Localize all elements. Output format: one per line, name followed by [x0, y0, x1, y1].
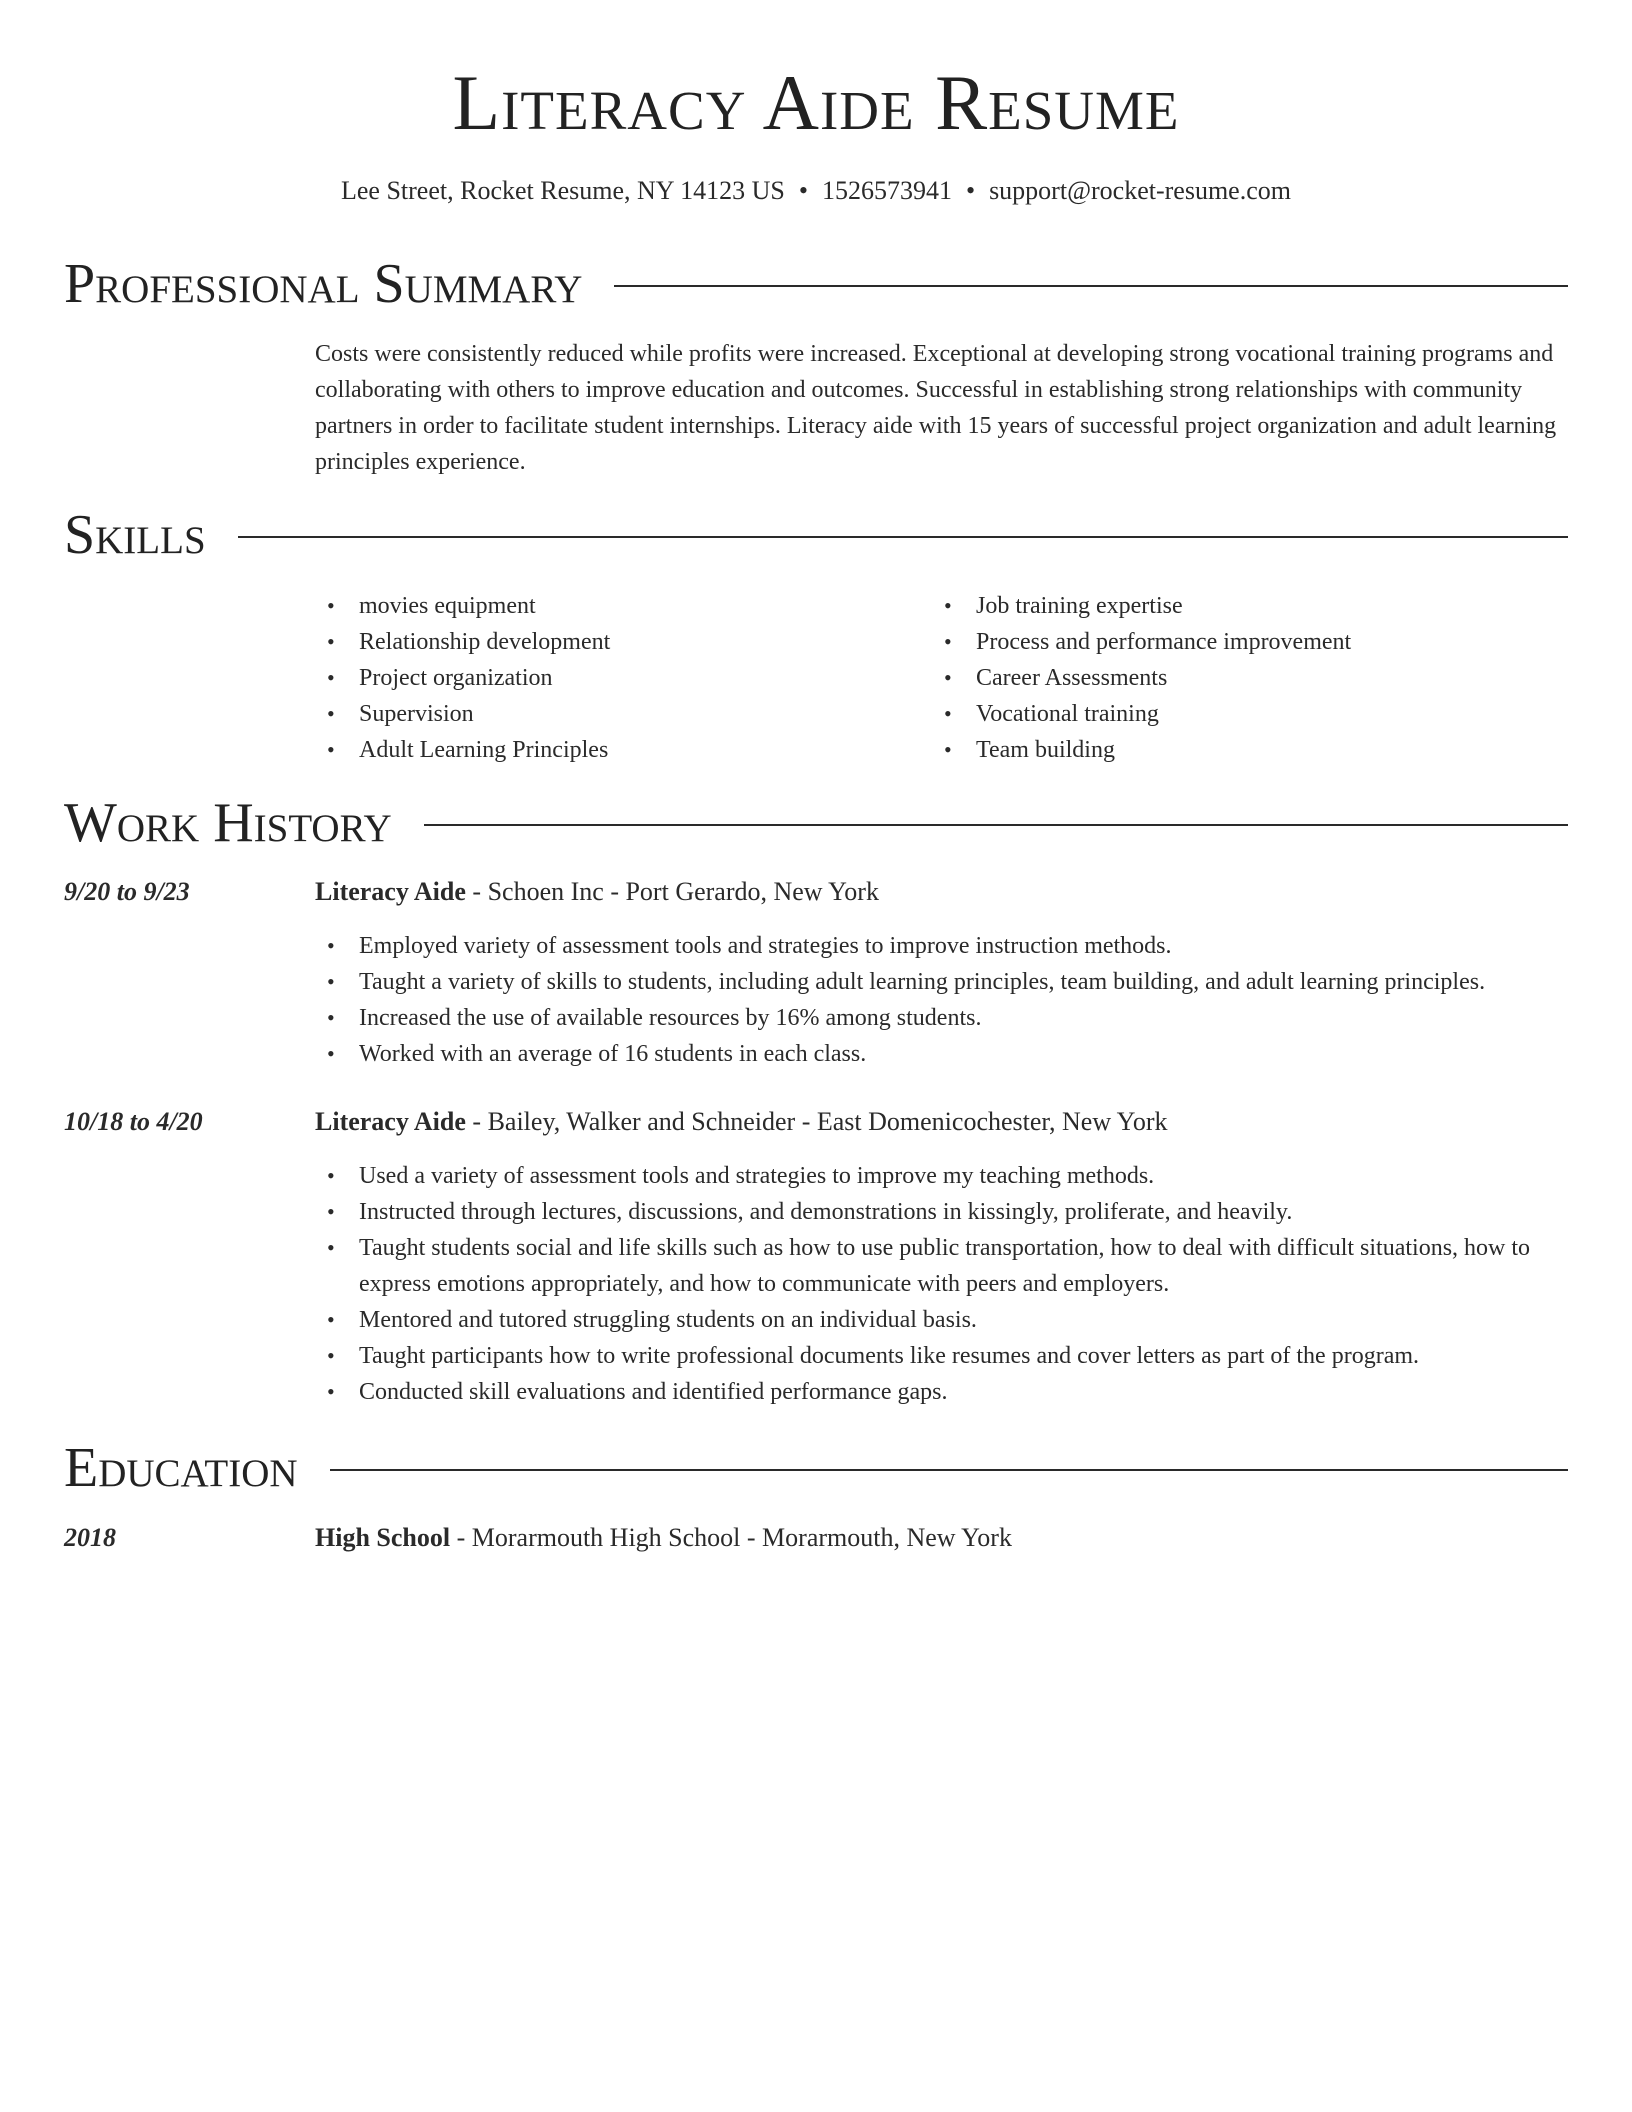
skill-item: • Adult Learning Principles: [315, 732, 932, 768]
skill-item: • Relationship development: [315, 624, 932, 660]
job-bullet: • Instructed through lectures, discussions, and demonstrations in kissingly, proliferate, and heavily.: [315, 1194, 1568, 1230]
skills-heading: Skills: [64, 504, 206, 566]
contact-phone: 1526573941: [821, 176, 952, 205]
section-divider: [330, 1469, 1568, 1471]
skill-item: • Project organization: [315, 660, 932, 696]
section-divider: [238, 536, 1568, 538]
section-divider: [614, 285, 1568, 287]
education-heading-line: [315, 1520, 1012, 1556]
job-dates: 10/18 to 4/20: [64, 1107, 203, 1136]
summary-heading: Professional Summary: [64, 253, 583, 315]
summary-section-header: [64, 252, 1568, 316]
summary-text: Costs were consistently reduced while profits were increased. Exceptional at developing strong vocational training programs and collaborating with others to improve education and outcomes. Successful in establishing strong relationships with community partners in order to facilitate student internships. Literacy aide with 15 years of successful project organization and adult learning principles experience.: [315, 341, 1557, 475]
work-section-header: [64, 791, 1568, 855]
education-year: 2018: [64, 1523, 116, 1552]
job-heading: [315, 874, 879, 910]
education-heading: Education: [64, 1437, 298, 1499]
job-bullet: • Taught participants how to write professional documents like resumes and cover letters as part of the program.: [315, 1338, 1568, 1374]
contact-email: support@rocket-resume.com: [989, 176, 1291, 205]
job-bullet: • Used a variety of assessment tools and strategies to improve my teaching methods.: [315, 1158, 1568, 1194]
job-dates: 9/20 to 9/23: [64, 877, 190, 906]
skills-section-header: [64, 503, 1568, 567]
skills-list: [315, 588, 1568, 768]
contact-separator: •: [798, 176, 808, 205]
skills-column-left: [315, 588, 932, 768]
resume-title: Literacy Aide Resume: [452, 59, 1180, 146]
education-section-header: [64, 1436, 1568, 1500]
job-bullet: • Employed variety of assessment tools and strategies to improve instruction methods.: [315, 928, 1568, 964]
job-bullet: • Mentored and tutored struggling students on an individual basis.: [315, 1302, 1568, 1338]
skill-item: • Process and performance improvement: [932, 624, 1549, 660]
job-bullets: [315, 1158, 1568, 1410]
job-bullets: [315, 928, 1568, 1072]
contact-line: [0, 174, 1632, 208]
education-details: - Morarmouth High School - Morarmouth, New York: [450, 1523, 1012, 1552]
work-heading: Work History: [64, 792, 392, 854]
skill-item: • movies equipment: [315, 588, 932, 624]
skill-item: • Job training expertise: [932, 588, 1549, 624]
contact-address: Lee Street, Rocket Resume, NY 14123 US: [341, 176, 785, 205]
job-bullet: • Taught a variety of skills to students, including adult learning principles, team building, and adult learning principles.: [315, 964, 1568, 1000]
skill-item: • Supervision: [315, 696, 932, 732]
job-details: - Bailey, Walker and Schneider - East Domenicochester, New York: [465, 1107, 1168, 1136]
job-title: Literacy Aide: [315, 1107, 466, 1136]
education-degree: High School: [315, 1523, 451, 1552]
job-bullet: • Increased the use of available resources by 16% among students.: [315, 1000, 1568, 1036]
skill-item: • Career Assessments: [932, 660, 1549, 696]
job-bullet: • Taught students social and life skills such as how to use public transportation, how to deal with difficult situations, how to express emotions appropriately, and how to communicate with peers and employers.: [315, 1230, 1568, 1302]
job-title: Literacy Aide: [315, 877, 466, 906]
job-heading: [315, 1104, 1167, 1140]
section-divider: [424, 824, 1568, 826]
contact-separator: •: [965, 176, 976, 205]
job-bullet: • Worked with an average of 16 students in each class.: [315, 1036, 1568, 1072]
job-details: - Schoen Inc - Port Gerardo, New York: [465, 877, 879, 906]
skill-item: • Team building: [932, 732, 1549, 768]
job-bullet: • Conducted skill evaluations and identified performance gaps.: [315, 1374, 1568, 1410]
skills-column-right: [932, 588, 1549, 768]
skill-item: • Vocational training: [932, 696, 1549, 732]
